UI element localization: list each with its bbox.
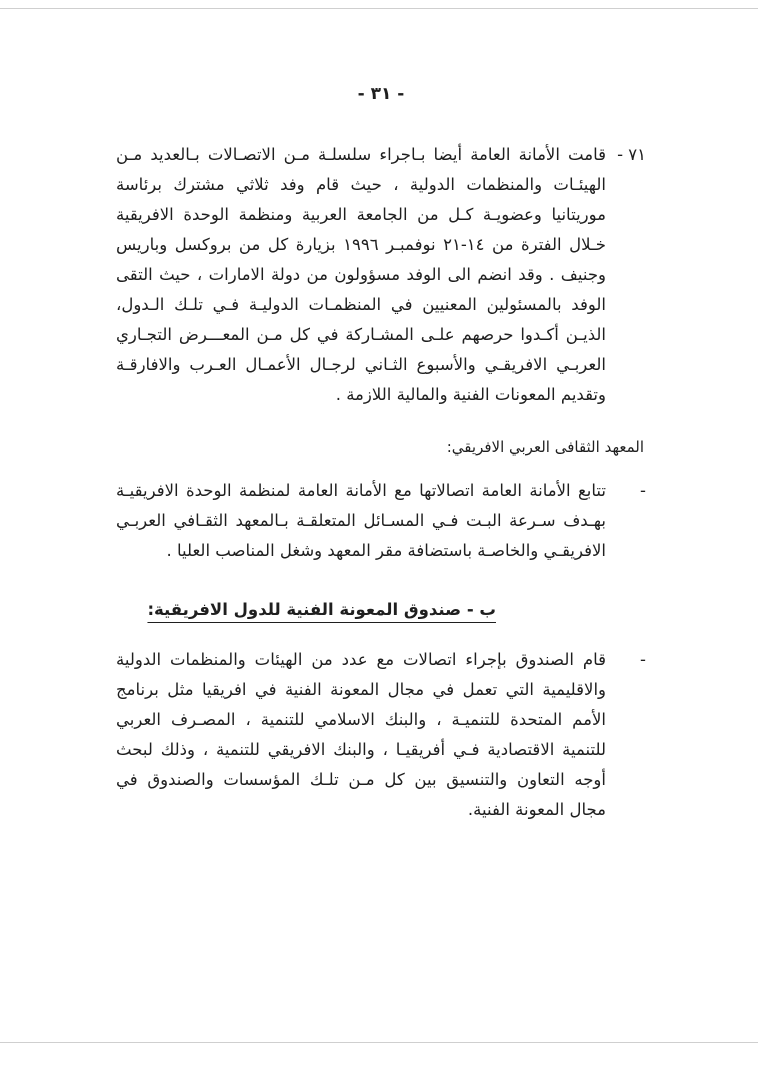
paragraph-institute (116, 476, 646, 566)
scan-edge-top (0, 8, 758, 9)
paragraph-71-text: قامت الأمانة العامة أيضا بـاجراء سلسلـة مـن الاتصـالات بـالعديد مـن الهيئـات والمنظمات الدولية ، حيث قام وفد ثلاثي مشترك برئاسة موريتانيا وعضويـة كـل من الجامعة العربية ومنظمة الوحدة الافريقية خـلال الفترة من ١٤-٢١ نوفمبـر ١٩٩٦ بزيارة كل من بروكسل وباريس وجنيف . وقد انضم الى الوفد مسؤولون من دولة الامارات ، حيث التقى الوفد بالمسئولين المعنيين في المنظمـات الدوليـة فـي تلـك الـدول، الذيـن أكـدوا حرصهم علـى المشـاركة في كل مـن المعـــرض التجـاري العربـي الافريقـي والأسبوع الثـاني لرجـال الأعمـال العـرب والافارقـة وتقديم المعونات الفنية والمالية اللازمة . (116, 145, 607, 405)
paragraph-71-marker: ٧١ - (617, 145, 646, 164)
paragraph-fund-marker: - (640, 650, 646, 670)
heading-arab-african-cultural-institute: المعهد الثقافى العربي الافريقي: (446, 438, 644, 457)
heading-technical-aid-fund: ب - صندوق المعونة الفنية للدول الافريقية: (147, 600, 496, 620)
paragraph-institute-marker: - (640, 481, 646, 501)
paragraph-institute-text: تتابع الأمانة العامة اتصالاتها مع الأمانة العامة لمنظمة الوحدة الافريقيـة بهـدف سـرعة البـت فـي المسـائل المتعلقـة بـالمعهد الثقـافي العربـي الافريقـي والخاصـة باستضافة مقر المعهد وشغل المناصب العليا . (116, 481, 606, 561)
page-number: - ٣١ - (357, 84, 405, 104)
paragraph-fund-text: قام الصندوق بإجراء اتصالات مع عدد من الهيئات والمنظمات الدولية والاقليمية التي تعمل في مجال المعونة الفنية في افريقيا مثل برنامج الأمم المتحدة للتنميـة ، والبنك الاسلامي للتنمية ، المصـرف العربي للتنمية الاقتصادية فـي أفريقيـا ، والبنك الافريقي للتنمية ، وذلك لبحث أوجه التعاون والتنسيق بين كل مـن تلـك المؤسسات والصندوق في مجال المعونة الفنية. (116, 650, 606, 820)
scan-edge-bottom (0, 1042, 758, 1043)
paragraph-71 (116, 140, 646, 410)
paragraph-fund (116, 645, 646, 825)
